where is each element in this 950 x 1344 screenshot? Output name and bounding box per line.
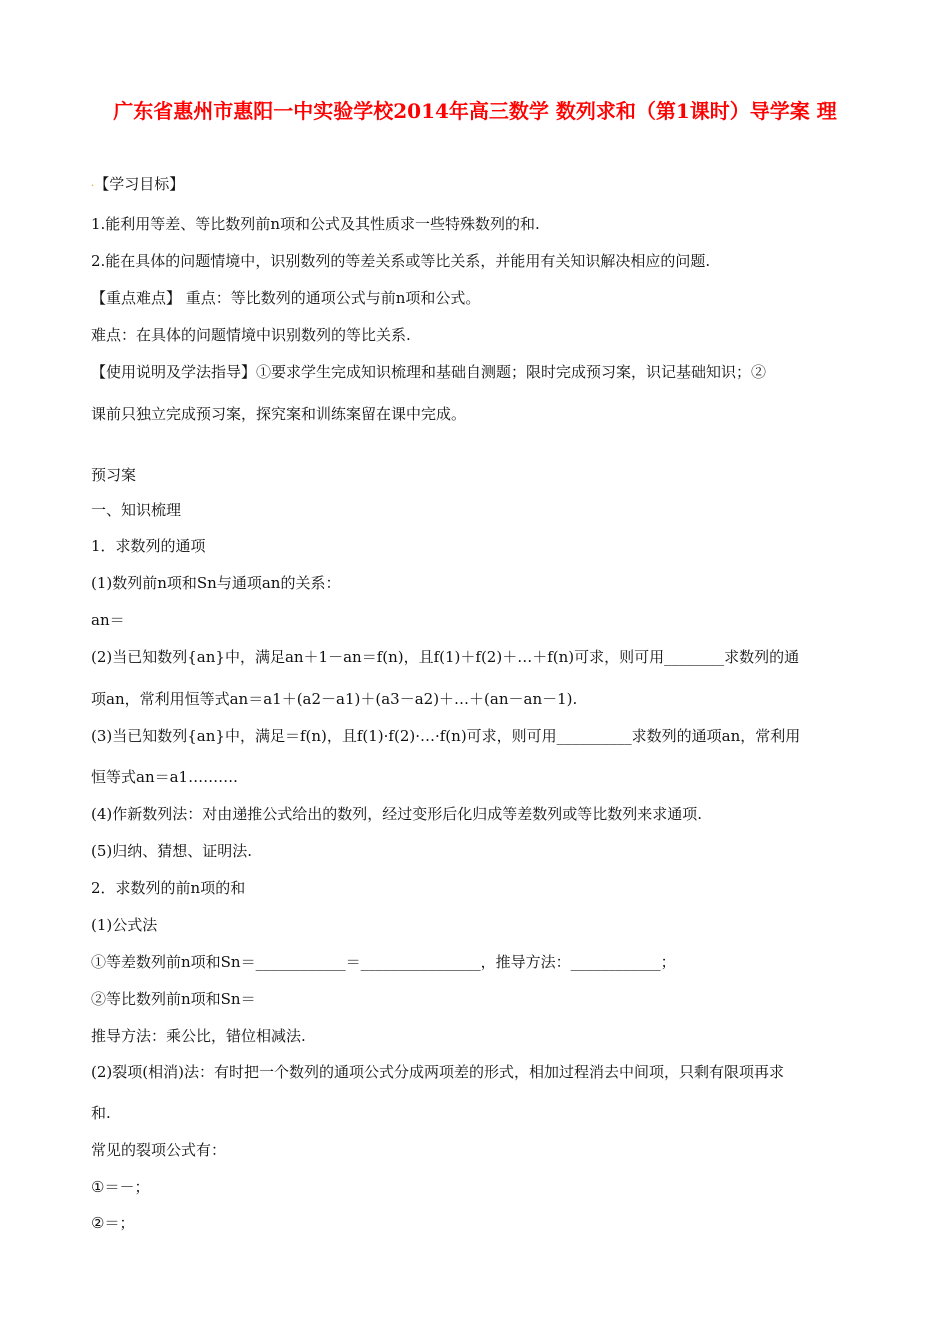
arithmetic-sum-line: ①等差数列前n项和Sn＝____________＝________________，推导方法：____________； xyxy=(91,953,676,971)
document-title: 广东省惠州市惠阳一中实验学校2014年高三数学 数列求和（第1课时）导学案 理 xyxy=(113,99,837,123)
item-2-line-2: 项an，常利用恒等式an＝a1＋(a2－a1)＋(a3－a2)＋…＋(an－an－1). xyxy=(91,690,578,708)
common-formulas-heading: 常见的裂项公式有： xyxy=(91,1141,227,1159)
formula-item-2: ②＝； xyxy=(91,1214,135,1232)
item-3-line-2: 恒等式an＝a1………. xyxy=(91,768,238,786)
difficulty-line: 难点：在具体的问题情境中识别数列的等比关系. xyxy=(91,326,411,344)
goal-item-1: 1.能利用等差、等比数列前n项和公式及其性质求一些特殊数列的和. xyxy=(91,215,540,233)
formula-an: an＝ xyxy=(91,611,125,629)
item-1-sn-an-relation: (1)数列前n项和Sn与通项an的关系： xyxy=(91,574,341,592)
item-2-line-1: (2)当已知数列{an}中，满足an＋1－an＝f(n)，且f(1)＋f(2)＋…＋f(n)可求，则可用________求数列的通 xyxy=(91,648,800,666)
subheading-general-term: 1．求数列的通项 xyxy=(91,537,206,555)
line-text: 【学习目标】 xyxy=(94,175,185,193)
derivation-method-line: 推导方法：乘公比，错位相减法. xyxy=(91,1027,306,1045)
key-points-line: 【重点难点】 重点：等比数列的通项公式与前n项和公式。 xyxy=(91,289,481,307)
item-4-new-sequence: (4)作新数列法：对由递推公式给出的数列，经过变形后化归成等差数列或等比数列来求通项. xyxy=(91,805,703,823)
instructions-line-2: 课前只独立完成预习案，探究案和训练案留在课中完成。 xyxy=(91,405,467,423)
item-5-induction: (5)归纳、猜想、证明法. xyxy=(91,842,253,860)
telescoping-line-2: 和. xyxy=(91,1104,111,1122)
geometric-sum-line: ②等比数列前n项和Sn＝ xyxy=(91,990,256,1008)
marker-dot: . xyxy=(91,178,95,189)
formula-item-1: ①＝－； xyxy=(91,1178,150,1196)
preview-section-heading: 预习案 xyxy=(91,466,137,484)
goal-item-2: 2.能在具体的问题情境中，识别数列的等差关系或等比关系，并能用有关知识解决相应的问题. xyxy=(91,252,711,270)
section-heading-learning-goals xyxy=(91,174,871,194)
instructions-line-1: 【使用说明及学法指导】①要求学生完成知识梳理和基础自测题；限时完成预习案，识记基础知识；② xyxy=(91,363,767,381)
item-3-line-1: (3)当已知数列{an}中，满足＝f(n)，且f(1)·f(2)·…·f(n)可求，则可用__________求数列的通项an，常利用 xyxy=(91,727,801,745)
formula-method-heading: (1)公式法 xyxy=(91,916,158,934)
telescoping-line-1: (2)裂项(相消)法：有时把一个数列的通项公式分成两项差的形式，相加过程消去中间项，只剩有限项再求 xyxy=(91,1063,784,1081)
subheading-partial-sum: 2．求数列的前n项的和 xyxy=(91,879,246,897)
knowledge-review-heading: 一、知识梳理 xyxy=(91,501,182,519)
